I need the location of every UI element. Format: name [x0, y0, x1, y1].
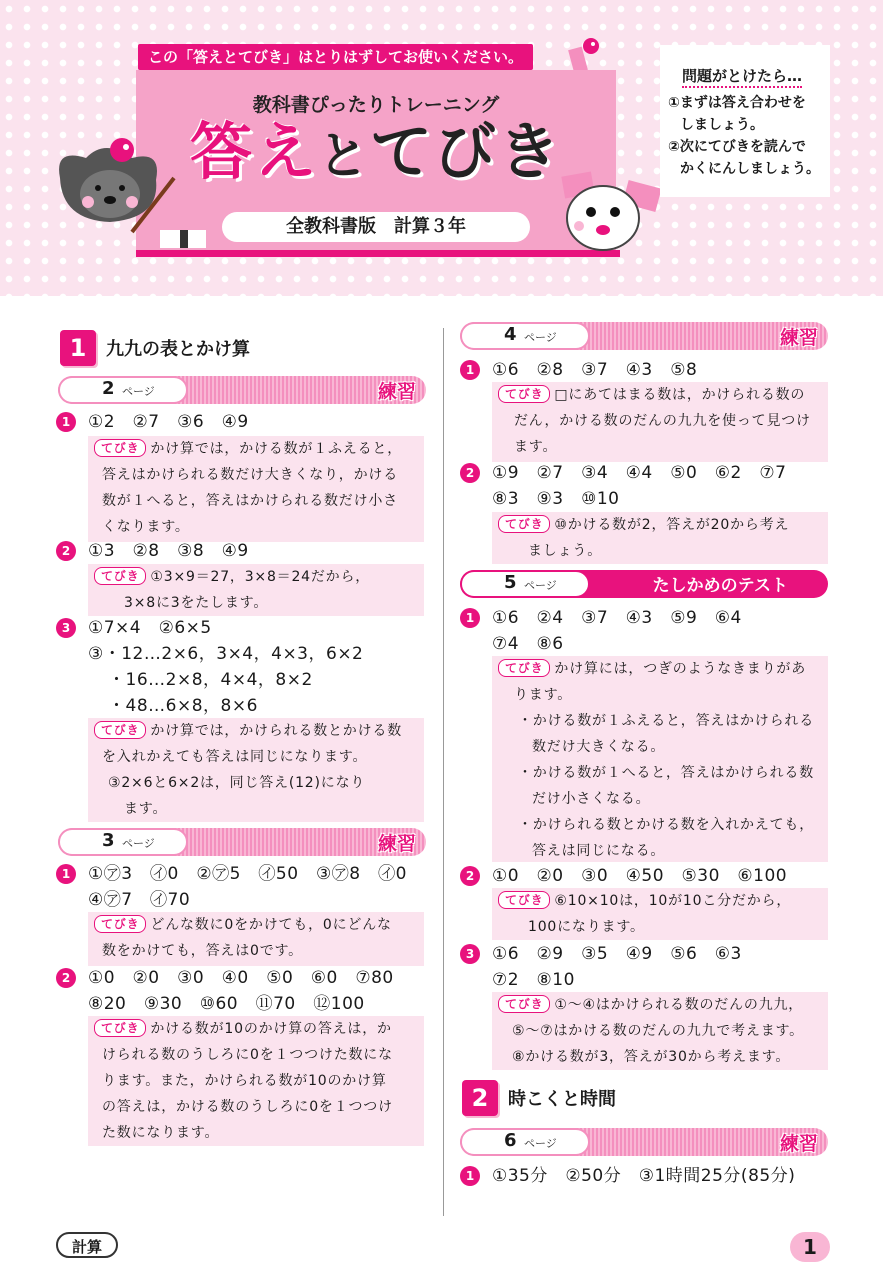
series-title: 教科書ぴったりトレーニング: [252, 94, 500, 116]
eraser-icon: [158, 224, 208, 250]
answer-line: ①35分 ②50分 ③1時間25分(85分): [492, 1166, 796, 1186]
tebiki-label: てびき: [498, 995, 550, 1013]
answer-line: ①6 ②4 ③7 ④3 ⑤9 ⑥4: [492, 608, 742, 628]
tebiki-text: 3×8に3をたします。: [124, 595, 269, 611]
answer-line: ④㋐7 ㋑70: [88, 890, 191, 910]
question-number: 1: [460, 360, 480, 380]
main-title: [136, 114, 616, 194]
tebiki-text: ①3×9＝27，3×8＝24だから，: [150, 569, 371, 585]
section-title: 時こくと時間: [508, 1089, 616, 1110]
page-number-badge: 1: [790, 1232, 830, 1262]
tebiki-box: [492, 382, 828, 462]
answer-line: ⑧3 ⑨3 ⑩10: [492, 489, 620, 509]
tebiki-text: ・かける数が１ふえると，答えはかけられる: [518, 713, 814, 729]
answer-line: ・16…2×8，4×4，8×2: [108, 670, 313, 690]
tebiki-text: 数だけ大きくなる。: [532, 739, 666, 755]
tebiki-text: ・かけられる数とかける数を入れかえても，: [518, 817, 814, 833]
question-number: 1: [460, 1166, 480, 1186]
page-5-bar: [460, 570, 828, 598]
section-title: 九九の表とかけ算: [106, 339, 250, 360]
tebiki-text: 数をかけても，答えは0です。: [102, 943, 303, 959]
tebiki-text: ⑧かける数が3，答えが30から考えます。: [512, 1049, 791, 1065]
tebiki-text: どんな数に0をかけても，0にどんな: [150, 917, 392, 933]
tebiki-text: ます。: [124, 801, 168, 817]
page-unit: ページ: [524, 331, 557, 344]
detach-notice: この「答えとてびき」はとりはずしてお使いください。: [138, 44, 533, 70]
question-number: 2: [56, 968, 76, 988]
help-box: [660, 45, 830, 197]
tebiki-box: [492, 656, 828, 862]
tebiki-box: [88, 564, 424, 616]
tebiki-label: てびき: [498, 891, 550, 909]
answer-line: ①0 ②0 ③0 ④0 ⑤0 ⑥0 ⑦80: [88, 968, 394, 988]
section-number: 2: [462, 1080, 498, 1116]
tebiki-text: ⑩かける数が2，答えが20から考え: [554, 517, 790, 533]
tebiki-box: [88, 1016, 424, 1146]
question-number: 3: [56, 618, 76, 638]
title-part-tebiki: てびき: [370, 115, 563, 188]
page-unit: ページ: [524, 579, 557, 592]
tebiki-label: てびき: [498, 385, 550, 403]
answer-line: ⑦4 ⑧6: [492, 634, 564, 654]
tebiki-box: [88, 436, 424, 542]
practice-tag: 練習: [377, 381, 416, 403]
footer-subject-label: 計算: [56, 1232, 118, 1258]
question-number: 2: [460, 866, 480, 886]
tebiki-label: てびき: [94, 721, 146, 739]
tebiki-text: ①～④はかけられる数のだんの九九，: [554, 997, 804, 1013]
tebiki-text: だん，かける数のだんの九九を使って見つけ: [514, 413, 811, 429]
answer-line: ⑦2 ⑧10: [492, 970, 575, 990]
section-number: 1: [60, 330, 96, 366]
tebiki-text: かけ算では，かける数が１ふえると，: [150, 441, 403, 457]
answer-line: ①6 ②8 ③7 ④3 ⑤8: [492, 360, 698, 380]
dog-teacher-mascot-icon: [50, 128, 180, 238]
answer-line: ・48…6×8，8×6: [108, 696, 258, 716]
answer-line: ③・12…2×6，3×4，4×3，6×2: [88, 644, 364, 664]
page-3-bar: [58, 828, 426, 856]
tebiki-text: 数が１へると，答えはかけられる数だけ小さ: [102, 493, 398, 509]
tebiki-box: [492, 888, 828, 940]
tebiki-label: てびき: [498, 515, 550, 533]
tebiki-text: 答えはかけられる数だけ大きくなり，かける: [102, 467, 398, 483]
tebiki-text: を入れかえても答えは同じになります。: [102, 749, 368, 765]
answer-line: ⑧20 ⑨30 ⑩60 ⑪70 ⑫100: [88, 994, 365, 1014]
answer-line: ①6 ②9 ③5 ④9 ⑤6 ⑥3: [492, 944, 742, 964]
question-number: 1: [460, 608, 480, 628]
tebiki-text: ⑥10×10は，10が10こ分だから，: [554, 893, 792, 909]
tebiki-label: てびき: [94, 439, 146, 457]
test-tag: たしかめのテスト: [652, 576, 788, 596]
tebiki-box: [492, 512, 828, 564]
tebiki-box: [492, 992, 828, 1070]
tebiki-box: [88, 912, 424, 966]
tebiki-text: ます。: [514, 439, 558, 455]
edition-label: 全教科書版 計算３年: [222, 212, 530, 242]
tebiki-text: かけ算では，かけられる数とかける数: [150, 723, 403, 739]
page-number: 2: [102, 378, 115, 399]
tebiki-label: てびき: [94, 915, 146, 933]
question-number: 2: [460, 463, 480, 483]
page-unit: ページ: [122, 837, 155, 850]
question-number: 2: [56, 541, 76, 561]
title-part-to: と: [318, 127, 370, 185]
help-line: ①まずは答え合わせを: [668, 95, 806, 111]
section-2-heading: [462, 1078, 616, 1118]
tebiki-text: ましょう。: [528, 543, 602, 559]
tebiki-text: 100になります。: [528, 919, 645, 935]
tebiki-text: くなります。: [102, 519, 190, 535]
tebiki-text: た数になります。: [102, 1125, 220, 1141]
question-number: 1: [56, 864, 76, 884]
tebiki-label: てびき: [94, 567, 146, 585]
question-number: 1: [56, 412, 76, 432]
tebiki-text: 答えは同じになる。: [532, 843, 666, 859]
help-line: かくにんしましょう。: [680, 161, 820, 177]
practice-tag: 練習: [779, 327, 818, 349]
page-number: 4: [504, 324, 517, 345]
tebiki-text: ります。また，かけられる数が10のかけ算: [102, 1073, 387, 1089]
tebiki-label: てびき: [94, 1019, 146, 1037]
answer-line: ①3 ②8 ③8 ④9: [88, 541, 249, 561]
answer-line: ①7×4 ②6×5: [88, 618, 212, 638]
question-number: 3: [460, 944, 480, 964]
tebiki-text: ります。: [514, 687, 573, 703]
page-unit: ページ: [122, 385, 155, 398]
answer-line: ①9 ②7 ③4 ④4 ⑤0 ⑥2 ⑦7: [492, 463, 787, 483]
tebiki-text: かけ算には，つぎのようなきまりがあ: [554, 661, 807, 677]
tebiki-text: だけ小さくなる。: [532, 791, 651, 807]
page-2-bar: [58, 376, 426, 404]
help-title: 問題がとけたら…: [682, 65, 802, 88]
tebiki-text: けられる数のうしろに0を１つつけた数にな: [102, 1047, 393, 1063]
title-underline: [136, 250, 620, 257]
answer-line: ①0 ②0 ③0 ④50 ⑤30 ⑥100: [492, 866, 788, 886]
title-part-answer: 答え: [189, 115, 318, 188]
page-unit: ページ: [524, 1137, 557, 1150]
help-line: しましょう。: [680, 117, 764, 133]
answer-line: ①㋐3 ㋑0 ②㋐5 ㋑50 ③㋐8 ㋑0: [88, 864, 407, 884]
page-number: 6: [504, 1130, 517, 1151]
dog-mascot-icon: [555, 166, 665, 256]
practice-tag: 練習: [779, 1133, 818, 1155]
help-line: ②次にてびきを読んで: [668, 139, 806, 155]
page-6-bar: [460, 1128, 828, 1156]
tebiki-text: ③2×6と6×2は，同じ答え(12)になり: [108, 775, 366, 791]
answer-line: ①2 ②7 ③6 ④9: [88, 412, 249, 432]
page-number: 3: [102, 830, 115, 851]
section-1-heading: [60, 328, 250, 368]
page-number: 5: [504, 572, 517, 593]
tebiki-box: [88, 718, 424, 822]
title-card: [136, 70, 616, 250]
tebiki-text: □にあてはまる数は，かけられる数の: [554, 387, 806, 403]
header-banner: [0, 0, 883, 296]
practice-tag: 練習: [377, 833, 416, 855]
column-divider: [443, 328, 444, 1216]
tebiki-text: かける数が10のかけ算の答えは，か: [150, 1021, 392, 1037]
tebiki-text: ⑤～⑦はかける数のだんの九九で考えます。: [512, 1023, 804, 1039]
tebiki-label: てびき: [498, 659, 550, 677]
tebiki-text: の答えは，かける数のうしろに0を１つつけ: [102, 1099, 393, 1115]
tebiki-text: ・かける数が１へると，答えはかけられる数: [518, 765, 814, 781]
page-4-bar: [460, 322, 828, 350]
